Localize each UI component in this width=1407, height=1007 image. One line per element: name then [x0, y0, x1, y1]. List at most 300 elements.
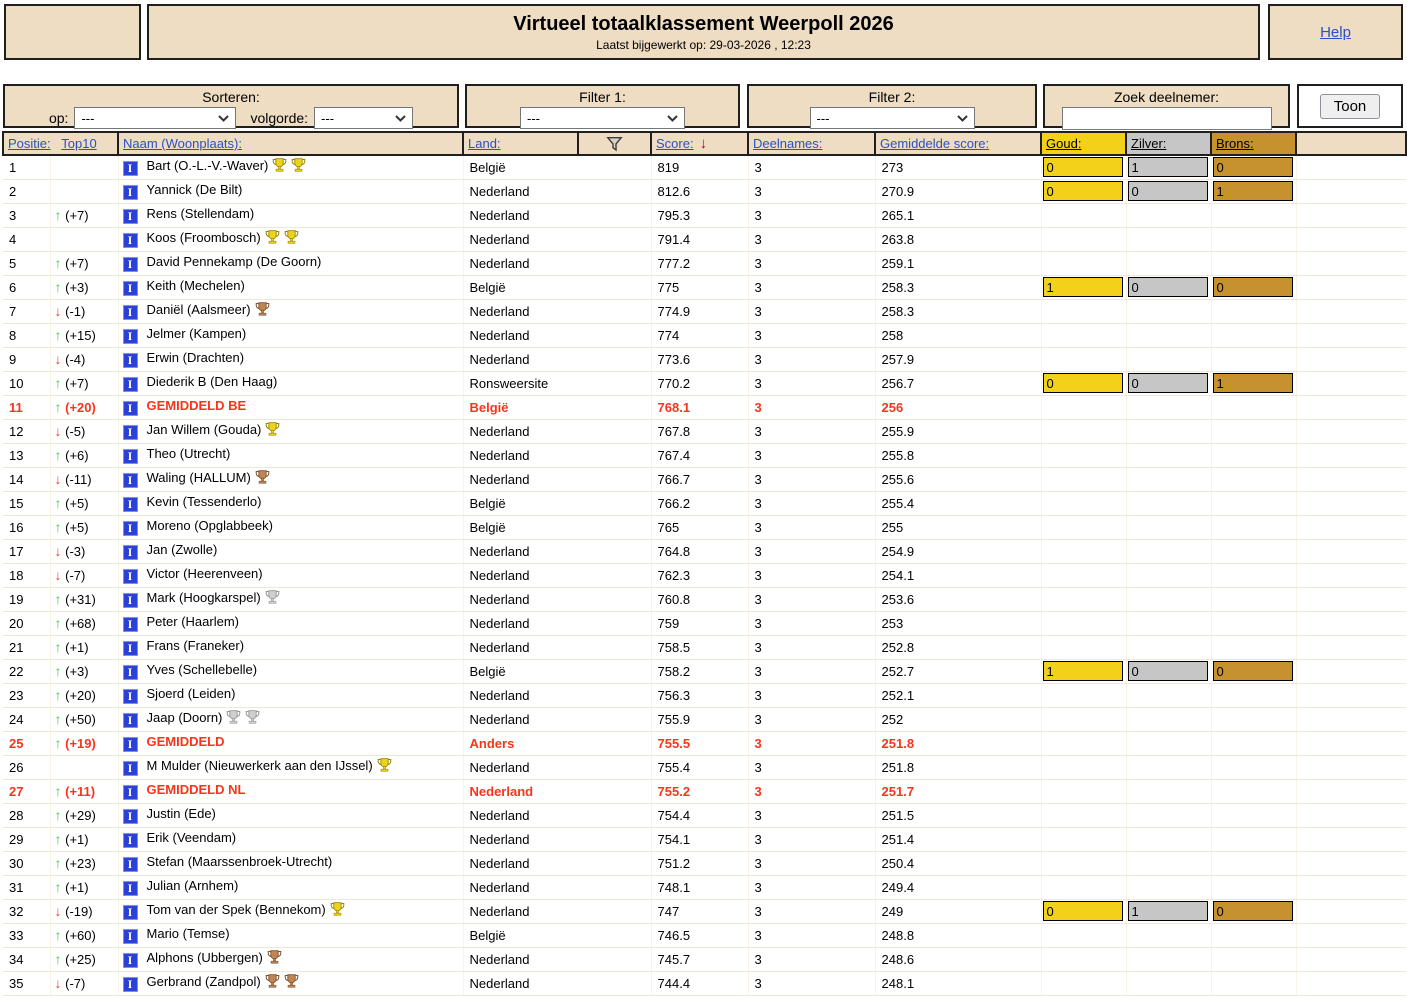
gold-medal-cell [1041, 923, 1126, 947]
gold-medal-cell [1041, 731, 1126, 755]
participant-name: Stefan (Maarssenbroek-Utrecht) [146, 854, 333, 869]
stats-chart-icon[interactable]: I [123, 737, 138, 752]
table-row [3, 731, 1406, 755]
filter1-select[interactable]: --- [520, 107, 685, 129]
bronze-medal-cell [1211, 851, 1296, 875]
movement-cell [50, 371, 118, 395]
gold-medal-cell [1041, 323, 1126, 347]
trophy-bronze-icon [267, 950, 282, 964]
filter2-label: Filter 2: [868, 89, 916, 105]
stats-chart-icon[interactable]: I [123, 881, 138, 896]
stats-chart-icon[interactable]: I [123, 209, 138, 224]
land-cell: Nederland [463, 347, 651, 371]
movement-value: (-3) [65, 544, 86, 559]
stats-chart-icon[interactable]: I [123, 185, 138, 200]
land-cell: België [463, 395, 651, 419]
deelnames-cell: 3 [748, 251, 875, 275]
leaderboard-table [2, 131, 1407, 996]
silver-medal-cell [1126, 947, 1211, 971]
stats-chart-icon[interactable]: I [123, 641, 138, 656]
position-cell: 12 [3, 419, 50, 443]
stats-chart-icon[interactable]: I [123, 833, 138, 848]
silver-medal-cell [1126, 611, 1211, 635]
empty-cell [1296, 179, 1406, 203]
gemiddelde-score-cell: 252.8 [875, 635, 1041, 659]
trophy-gold-icon [272, 158, 287, 172]
bronze-medal-cell [1211, 227, 1296, 251]
gemiddelde-score-cell: 253 [875, 611, 1041, 635]
stats-chart-icon[interactable]: I [123, 281, 138, 296]
movement-cell [50, 299, 118, 323]
deelnames-cell: 3 [748, 875, 875, 899]
movement-cell [50, 467, 118, 491]
silver-medal-cell [1126, 251, 1211, 275]
help-link[interactable]: Help [1320, 23, 1351, 41]
movement-cell [50, 539, 118, 563]
gold-medal-cell [1041, 275, 1126, 299]
stats-chart-icon[interactable]: I [123, 809, 138, 824]
table-row [3, 755, 1406, 779]
sort-on-select[interactable]: --- [74, 107, 236, 129]
silver-medal-cell [1126, 443, 1211, 467]
empty-cell [1296, 731, 1406, 755]
stats-chart-icon[interactable]: I [123, 977, 138, 992]
silver-medal-cell [1126, 323, 1211, 347]
table-row [3, 443, 1406, 467]
gemiddelde-sort-link[interactable]: Gemiddelde score: [880, 136, 990, 151]
up-arrow-icon: ↑ [54, 711, 62, 727]
chevron-down-icon [395, 115, 406, 122]
search-box [1043, 84, 1290, 128]
silver-medal-cell [1126, 707, 1211, 731]
up-arrow-icon: ↑ [54, 783, 62, 799]
filter2-select[interactable]: --- [810, 107, 975, 129]
up-arrow-icon: ↑ [54, 375, 62, 391]
gemiddelde-score-cell: 249 [875, 899, 1041, 923]
bronze-medal-cell [1211, 179, 1296, 203]
silver-medal-cell [1126, 347, 1211, 371]
gold-medal-cell [1041, 755, 1126, 779]
stats-chart-icon[interactable]: I [123, 233, 138, 248]
score-cell: 766.7 [651, 467, 748, 491]
movement-cell [50, 587, 118, 611]
score-cell: 755.5 [651, 731, 748, 755]
land-cell: Nederland [463, 587, 651, 611]
score-cell: 759 [651, 611, 748, 635]
name-cell [118, 443, 463, 467]
table-row [3, 539, 1406, 563]
gold-medal-cell [1041, 371, 1126, 395]
gold-medal-cell [1041, 851, 1126, 875]
name-cell [118, 611, 463, 635]
score-sort-link[interactable]: Score: [656, 136, 694, 151]
participant-name: Sjoerd (Leiden) [146, 686, 236, 701]
land-cell: Nederland [463, 443, 651, 467]
medal-count-box: 0 [1043, 373, 1123, 393]
gemiddelde-score-cell: 256.7 [875, 371, 1041, 395]
gold-medal-cell [1041, 467, 1126, 491]
deelnames-cell: 3 [748, 179, 875, 203]
up-arrow-icon: ↑ [54, 519, 62, 535]
name-cell [118, 851, 463, 875]
stats-chart-icon[interactable]: I [123, 689, 138, 704]
show-button-box [1297, 84, 1403, 128]
participant-name: Justin (Ede) [146, 806, 216, 821]
participant-name: GEMIDDELD NL [146, 782, 246, 797]
stats-chart-icon[interactable]: I [123, 353, 138, 368]
table-row [3, 563, 1406, 587]
movement-cell [50, 683, 118, 707]
medal-count-box: 0 [1213, 157, 1293, 177]
participant-name: Koos (Froombosch) [146, 230, 261, 245]
position-cell: 35 [3, 971, 50, 995]
header-brons [1211, 132, 1296, 155]
position-cell: 22 [3, 659, 50, 683]
land-sort-link[interactable]: Land: [468, 136, 501, 151]
movement-cell [50, 395, 118, 419]
score-cell: 819 [651, 155, 748, 179]
bronze-medal-cell [1211, 803, 1296, 827]
stats-chart-icon[interactable]: I [123, 401, 138, 416]
bronze-medal-cell [1211, 443, 1296, 467]
header-land [463, 132, 578, 155]
bronze-medal-cell [1211, 203, 1296, 227]
bronze-medal-cell [1211, 515, 1296, 539]
participant-name: Keith (Mechelen) [146, 278, 245, 293]
silver-medal-cell [1126, 275, 1211, 299]
down-arrow-icon: ↓ [54, 567, 62, 583]
land-cell: België [463, 923, 651, 947]
silver-medal-cell [1126, 515, 1211, 539]
movement-cell [50, 899, 118, 923]
gemiddelde-score-cell: 251.7 [875, 779, 1041, 803]
up-arrow-icon: ↑ [54, 951, 62, 967]
down-arrow-icon: ↓ [54, 975, 62, 991]
position-cell: 14 [3, 467, 50, 491]
gemiddelde-score-cell: 248.6 [875, 947, 1041, 971]
score-cell: 762.3 [651, 563, 748, 587]
movement-cell [50, 779, 118, 803]
gold-medal-cell [1041, 899, 1126, 923]
stats-chart-icon[interactable]: I [123, 617, 138, 632]
movement-cell [50, 611, 118, 635]
empty-cell [1296, 419, 1406, 443]
score-cell: 768.1 [651, 395, 748, 419]
medal-count-box: 0 [1043, 181, 1123, 201]
chevron-down-icon [957, 115, 968, 122]
movement-value: (+23) [65, 856, 96, 871]
land-cell: België [463, 659, 651, 683]
medal-count-box: 0 [1043, 157, 1123, 177]
movement-value: (+19) [65, 736, 96, 751]
participant-name: Jan (Zwolle) [146, 542, 218, 557]
score-cell: 751.2 [651, 851, 748, 875]
bronze-medal-cell [1211, 251, 1296, 275]
movement-cell [50, 347, 118, 371]
deelnames-cell: 3 [748, 299, 875, 323]
stats-chart-icon[interactable]: I [123, 785, 138, 800]
deelnames-cell: 3 [748, 635, 875, 659]
participant-name: Frans (Franeker) [146, 638, 245, 653]
name-cell [118, 899, 463, 923]
trophy-silver-icon [226, 710, 241, 724]
empty-cell [1296, 539, 1406, 563]
empty-cell [1296, 347, 1406, 371]
table-row [3, 947, 1406, 971]
gold-medal-cell [1041, 659, 1126, 683]
empty-cell [1296, 779, 1406, 803]
empty-cell [1296, 755, 1406, 779]
movement-value: (+3) [65, 664, 89, 679]
stats-chart-icon[interactable]: I [123, 929, 138, 944]
deelnames-cell: 3 [748, 587, 875, 611]
gemiddelde-score-cell: 250.4 [875, 851, 1041, 875]
participant-name: M Mulder (Nieuwerkerk aan den IJssel) [146, 758, 373, 773]
filter-funnel-icon[interactable] [606, 136, 623, 152]
silver-medal-cell [1126, 731, 1211, 755]
land-cell: België [463, 275, 651, 299]
name-cell [118, 251, 463, 275]
table-row [3, 203, 1406, 227]
stats-chart-icon[interactable]: I [123, 905, 138, 920]
stats-chart-icon[interactable]: I [123, 857, 138, 872]
gold-medal-cell [1041, 203, 1126, 227]
movement-value: (+31) [65, 592, 96, 607]
filter2-box [747, 84, 1037, 128]
movement-value: (+29) [65, 808, 96, 823]
gemiddelde-score-cell: 253.6 [875, 587, 1041, 611]
name-cell [118, 731, 463, 755]
name-cell [118, 227, 463, 251]
gemiddelde-score-cell: 256 [875, 395, 1041, 419]
silver-medal-cell [1126, 395, 1211, 419]
help-box [1268, 4, 1403, 60]
stats-chart-icon[interactable]: I [123, 257, 138, 272]
deelnames-sort-link[interactable]: Deelnames: [753, 136, 823, 151]
movement-cell [50, 971, 118, 995]
position-cell: 4 [3, 227, 50, 251]
gemiddelde-score-cell: 255.6 [875, 467, 1041, 491]
stats-chart-icon[interactable]: I [123, 569, 138, 584]
participant-name: GEMIDDELD BE [146, 398, 247, 413]
name-cell [118, 947, 463, 971]
name-cell [118, 155, 463, 179]
medal-count-box: 1 [1043, 277, 1123, 297]
stats-chart-icon[interactable]: I [123, 473, 138, 488]
gold-medal-cell [1041, 827, 1126, 851]
land-cell: Anders [463, 731, 651, 755]
score-cell: 755.4 [651, 755, 748, 779]
table-row [3, 491, 1406, 515]
silver-medal-cell [1126, 179, 1211, 203]
table-row [3, 395, 1406, 419]
table-row [3, 179, 1406, 203]
up-arrow-icon: ↑ [54, 879, 62, 895]
score-cell: 756.3 [651, 683, 748, 707]
zilver-sort-link[interactable]: Zilver: [1131, 136, 1167, 151]
movement-cell [50, 803, 118, 827]
top10-link[interactable]: Top10 [61, 136, 97, 151]
table-row [3, 227, 1406, 251]
movement-value: (-19) [65, 904, 93, 919]
land-cell: Nederland [463, 467, 651, 491]
land-cell: België [463, 155, 651, 179]
stats-chart-icon[interactable]: I [123, 377, 138, 392]
deelnames-cell: 3 [748, 371, 875, 395]
participant-name: Jelmer (Kampen) [146, 326, 247, 341]
deelnames-cell: 3 [748, 683, 875, 707]
stats-chart-icon[interactable]: I [123, 449, 138, 464]
down-arrow-icon: ↓ [54, 543, 62, 559]
bronze-medal-cell [1211, 899, 1296, 923]
table-row [3, 323, 1406, 347]
score-cell: 773.6 [651, 347, 748, 371]
deelnames-cell: 3 [748, 443, 875, 467]
deelnames-cell: 3 [748, 707, 875, 731]
goud-sort-link[interactable]: Goud: [1046, 136, 1082, 151]
participant-name: GEMIDDELD [146, 734, 225, 749]
movement-value: (+1) [65, 880, 89, 895]
gemiddelde-score-cell: 254.9 [875, 539, 1041, 563]
land-cell: Nederland [463, 707, 651, 731]
stats-chart-icon[interactable]: I [123, 497, 138, 512]
movement-cell [50, 443, 118, 467]
name-cell [118, 203, 463, 227]
search-input[interactable] [1062, 107, 1272, 130]
up-arrow-icon: ↑ [54, 735, 62, 751]
bronze-medal-cell [1211, 371, 1296, 395]
deelnames-cell: 3 [748, 803, 875, 827]
name-cell [118, 491, 463, 515]
trophy-gold-icon [265, 230, 280, 244]
empty-cell [1296, 371, 1406, 395]
bronze-medal-cell [1211, 827, 1296, 851]
silver-medal-cell [1126, 491, 1211, 515]
stats-chart-icon[interactable]: I [123, 953, 138, 968]
up-arrow-icon: ↑ [54, 399, 62, 415]
movement-value: (+7) [65, 208, 89, 223]
search-label: Zoek deelnemer: [1113, 89, 1220, 105]
participant-name: Diederik B (Den Haag) [146, 374, 278, 389]
gemiddelde-score-cell: 248.8 [875, 923, 1041, 947]
stats-chart-icon[interactable]: I [123, 161, 138, 176]
positie-sort-link[interactable]: Positie: [8, 136, 51, 151]
participant-name: Peter (Haarlem) [146, 614, 239, 629]
down-arrow-icon: ↓ [54, 423, 62, 439]
deelnames-cell: 3 [748, 275, 875, 299]
trophy-gold-icon [330, 902, 345, 916]
stats-chart-icon[interactable]: I [123, 329, 138, 344]
bronze-medal-cell [1211, 947, 1296, 971]
bronze-medal-cell [1211, 419, 1296, 443]
stats-chart-icon[interactable]: I [123, 425, 138, 440]
deelnames-cell: 3 [748, 515, 875, 539]
deelnames-cell: 3 [748, 611, 875, 635]
position-cell: 20 [3, 611, 50, 635]
bronze-medal-cell [1211, 491, 1296, 515]
name-cell [118, 467, 463, 491]
movement-value: (+20) [65, 400, 96, 415]
trophy-bronze-icon [265, 974, 280, 988]
table-row [3, 275, 1406, 299]
score-cell: 755.2 [651, 779, 748, 803]
bronze-medal-cell [1211, 275, 1296, 299]
land-cell: Nederland [463, 875, 651, 899]
sort-order-select[interactable]: --- [314, 107, 413, 129]
empty-cell [1296, 323, 1406, 347]
sort-box [3, 84, 459, 128]
table-row [3, 779, 1406, 803]
stats-chart-icon[interactable]: I [123, 545, 138, 560]
empty-cell [1296, 875, 1406, 899]
movement-value: (-7) [65, 976, 86, 991]
medal-count-box: 0 [1128, 277, 1208, 297]
table-row [3, 251, 1406, 275]
trophy-silver-icon [245, 710, 260, 724]
silver-medal-cell [1126, 563, 1211, 587]
position-cell: 10 [3, 371, 50, 395]
participant-name: Julian (Arnhem) [146, 878, 239, 893]
movement-cell [50, 227, 118, 251]
silver-medal-cell [1126, 419, 1211, 443]
stats-chart-icon[interactable]: I [123, 665, 138, 680]
gemiddelde-score-cell: 263.8 [875, 227, 1041, 251]
gold-medal-cell [1041, 491, 1126, 515]
score-cell: 770.2 [651, 371, 748, 395]
land-cell: Nederland [463, 227, 651, 251]
trophy-gold-icon [265, 422, 280, 436]
stats-chart-icon[interactable]: I [123, 593, 138, 608]
silver-medal-cell [1126, 779, 1211, 803]
trophy-bronze-icon [255, 302, 270, 316]
gemiddelde-score-cell: 255 [875, 515, 1041, 539]
show-button[interactable]: Toon [1320, 94, 1381, 119]
empty-cell [1296, 683, 1406, 707]
gold-medal-cell [1041, 611, 1126, 635]
brons-sort-link[interactable]: Brons: [1216, 136, 1254, 151]
name-cell [118, 563, 463, 587]
empty-cell [1296, 491, 1406, 515]
stats-chart-icon[interactable]: I [123, 761, 138, 776]
bronze-medal-cell [1211, 611, 1296, 635]
gold-medal-cell [1041, 419, 1126, 443]
name-cell [118, 179, 463, 203]
empty-cell [1296, 299, 1406, 323]
silver-medal-cell [1126, 587, 1211, 611]
movement-value: (+6) [65, 448, 89, 463]
stats-chart-icon[interactable]: I [123, 713, 138, 728]
land-cell: Nederland [463, 299, 651, 323]
movement-value: (-11) [65, 472, 92, 487]
empty-cell [1296, 467, 1406, 491]
naam-sort-link[interactable]: Naam (Woonplaats): [123, 136, 242, 151]
up-arrow-icon: ↑ [54, 327, 62, 343]
movement-cell [50, 275, 118, 299]
participant-name: Jan Willem (Gouda) [146, 422, 262, 437]
empty-cell [1296, 203, 1406, 227]
land-cell: België [463, 515, 651, 539]
bronze-medal-cell [1211, 755, 1296, 779]
stats-chart-icon[interactable]: I [123, 521, 138, 536]
trophy-gold-icon [284, 230, 299, 244]
down-arrow-icon: ↓ [54, 471, 62, 487]
up-arrow-icon: ↑ [54, 807, 62, 823]
stats-chart-icon[interactable]: I [123, 305, 138, 320]
movement-value: (+3) [65, 280, 89, 295]
name-cell [118, 587, 463, 611]
land-cell: Nederland [463, 851, 651, 875]
name-cell [118, 323, 463, 347]
